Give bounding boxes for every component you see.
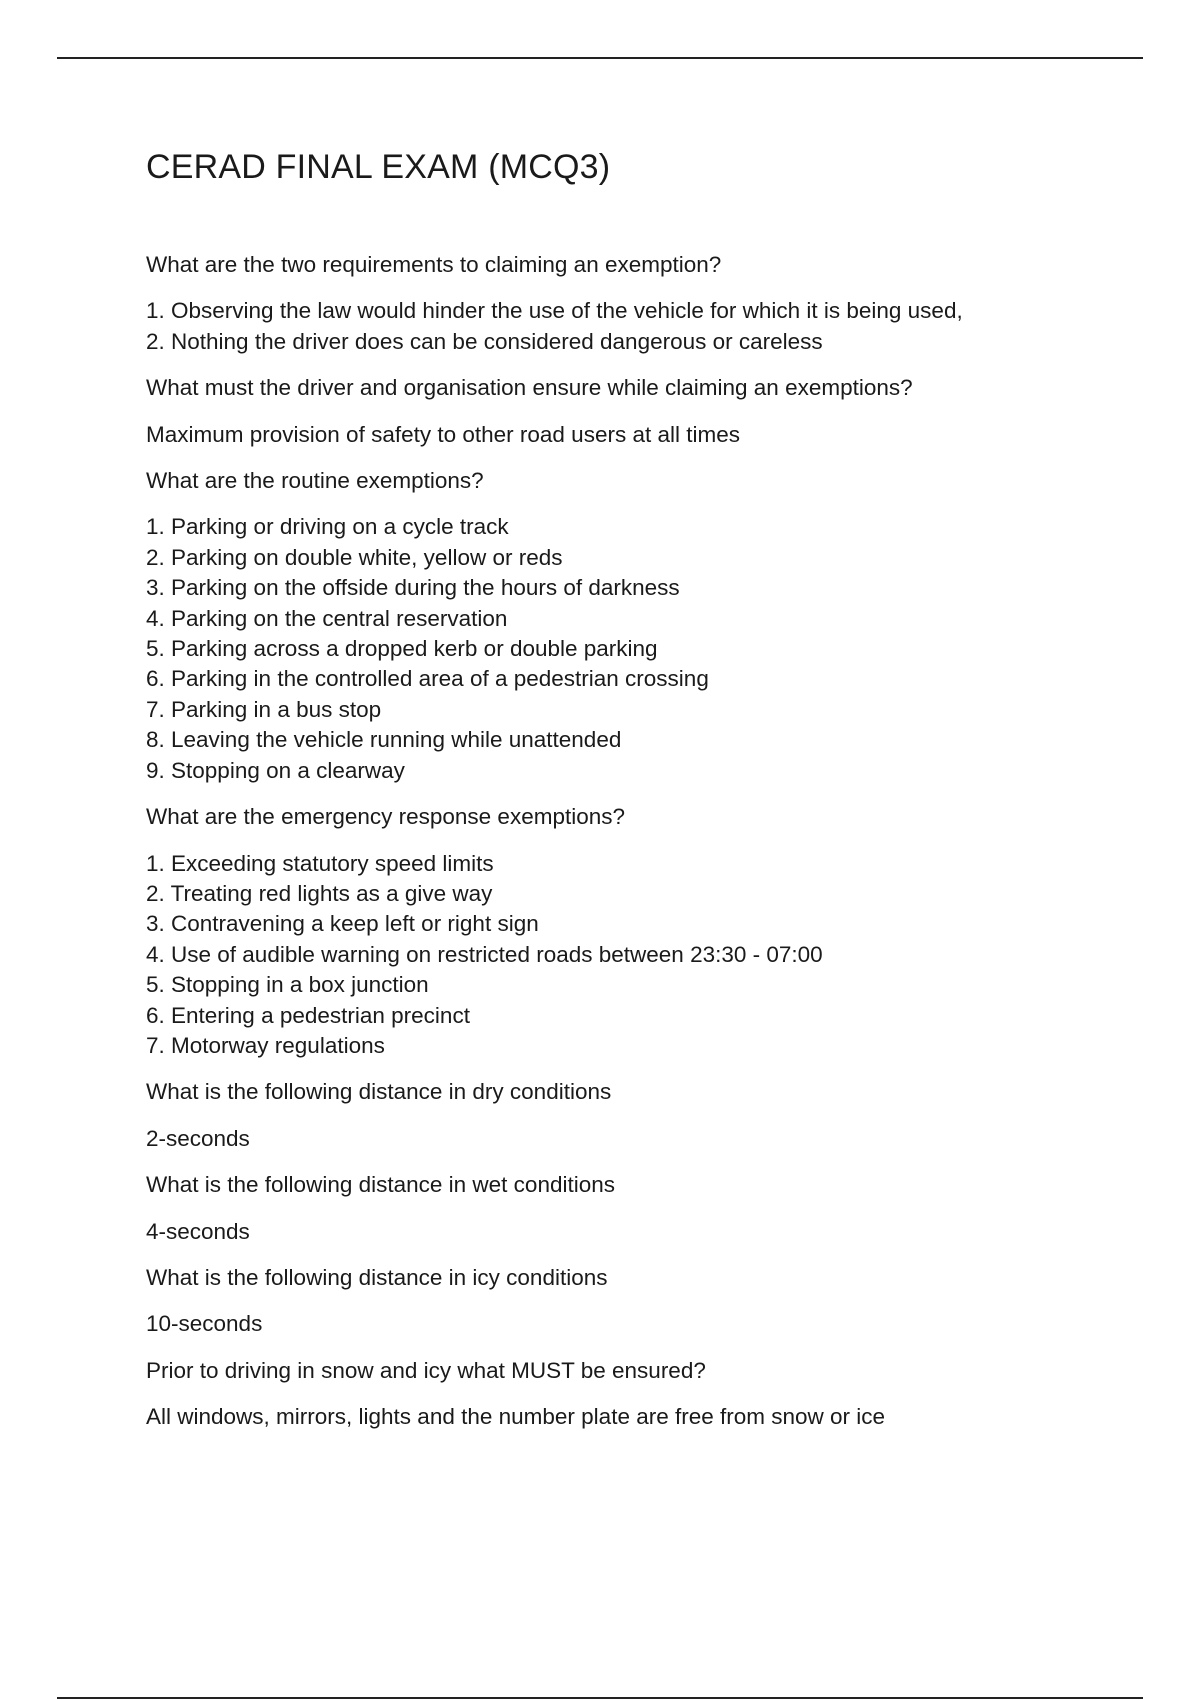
answer-line: 2. Nothing the driver does can be considered dangerous or careless xyxy=(146,328,823,354)
question: What is the following distance in dry conditions xyxy=(146,1079,612,1105)
answer-line: 5. Parking across a dropped kerb or double parking xyxy=(146,636,658,662)
answer xyxy=(146,1124,1076,1154)
question: Prior to driving in snow and icy what MUST be ensured? xyxy=(146,1357,706,1383)
answer-line: All windows, mirrors, lights and the number plate are free from snow or ice xyxy=(146,1404,886,1430)
answer-line: 4-seconds xyxy=(146,1218,250,1244)
answer-line: 3. Parking on the offside during the hours of darkness xyxy=(146,575,680,601)
answer-line: 5. Stopping in a box junction xyxy=(146,972,429,998)
answer xyxy=(146,1309,1076,1339)
answer-line: 2. Treating red lights as a give way xyxy=(146,880,493,906)
answer-line: 7. Parking in a bus stop xyxy=(146,696,382,722)
answer-line: 4. Use of audible warning on restricted roads between 23:30 - 07:00 xyxy=(146,941,823,967)
bottom-rule xyxy=(57,1697,1143,1699)
answer-line: 3. Contravening a keep left or right sign xyxy=(146,911,539,937)
answer xyxy=(146,1217,1076,1247)
question: What must the driver and organisation ensure while claiming an exemptions? xyxy=(146,375,913,401)
qa-list xyxy=(146,250,1076,1433)
document-title: CERAD FINAL EXAM (MCQ3) xyxy=(146,148,611,186)
answer-line: 10-seconds xyxy=(146,1311,263,1337)
answer-line: 2. Parking on double white, yellow or reds xyxy=(146,544,563,570)
answer xyxy=(146,296,1076,357)
answer-line: 2-seconds xyxy=(146,1125,250,1151)
answer-line: 7. Motorway regulations xyxy=(146,1032,385,1058)
question: What is the following distance in wet conditions xyxy=(146,1172,615,1198)
answer-line: 8. Leaving the vehicle running while unattended xyxy=(146,727,622,753)
answer-line: 6. Parking in the controlled area of a pedestrian crossing xyxy=(146,666,709,692)
question: What are the two requirements to claiming an exemption? xyxy=(146,252,722,277)
answer xyxy=(146,1402,1076,1432)
answer xyxy=(146,512,1076,786)
answer-line: 6. Entering a pedestrian precinct xyxy=(146,1002,470,1028)
answer-line: Maximum provision of safety to other road users at all times xyxy=(146,421,740,447)
answer-line: 1. Parking or driving on a cycle track xyxy=(146,514,509,540)
document-body xyxy=(146,145,1076,1449)
question: What are the emergency response exemptions? xyxy=(146,804,626,830)
top-rule xyxy=(57,57,1143,59)
answer-line: 1. Exceeding statutory speed limits xyxy=(146,850,494,876)
answer xyxy=(146,849,1076,1062)
question: What are the routine exemptions? xyxy=(146,468,484,494)
answer-line: 4. Parking on the central reservation xyxy=(146,605,508,631)
answer-line: 9. Stopping on a clearway xyxy=(146,757,405,783)
answer xyxy=(146,420,1076,450)
answer-line: 1. Observing the law would hinder the use of the vehicle for which it is being used, xyxy=(146,298,963,324)
question: What is the following distance in icy conditions xyxy=(146,1264,608,1290)
